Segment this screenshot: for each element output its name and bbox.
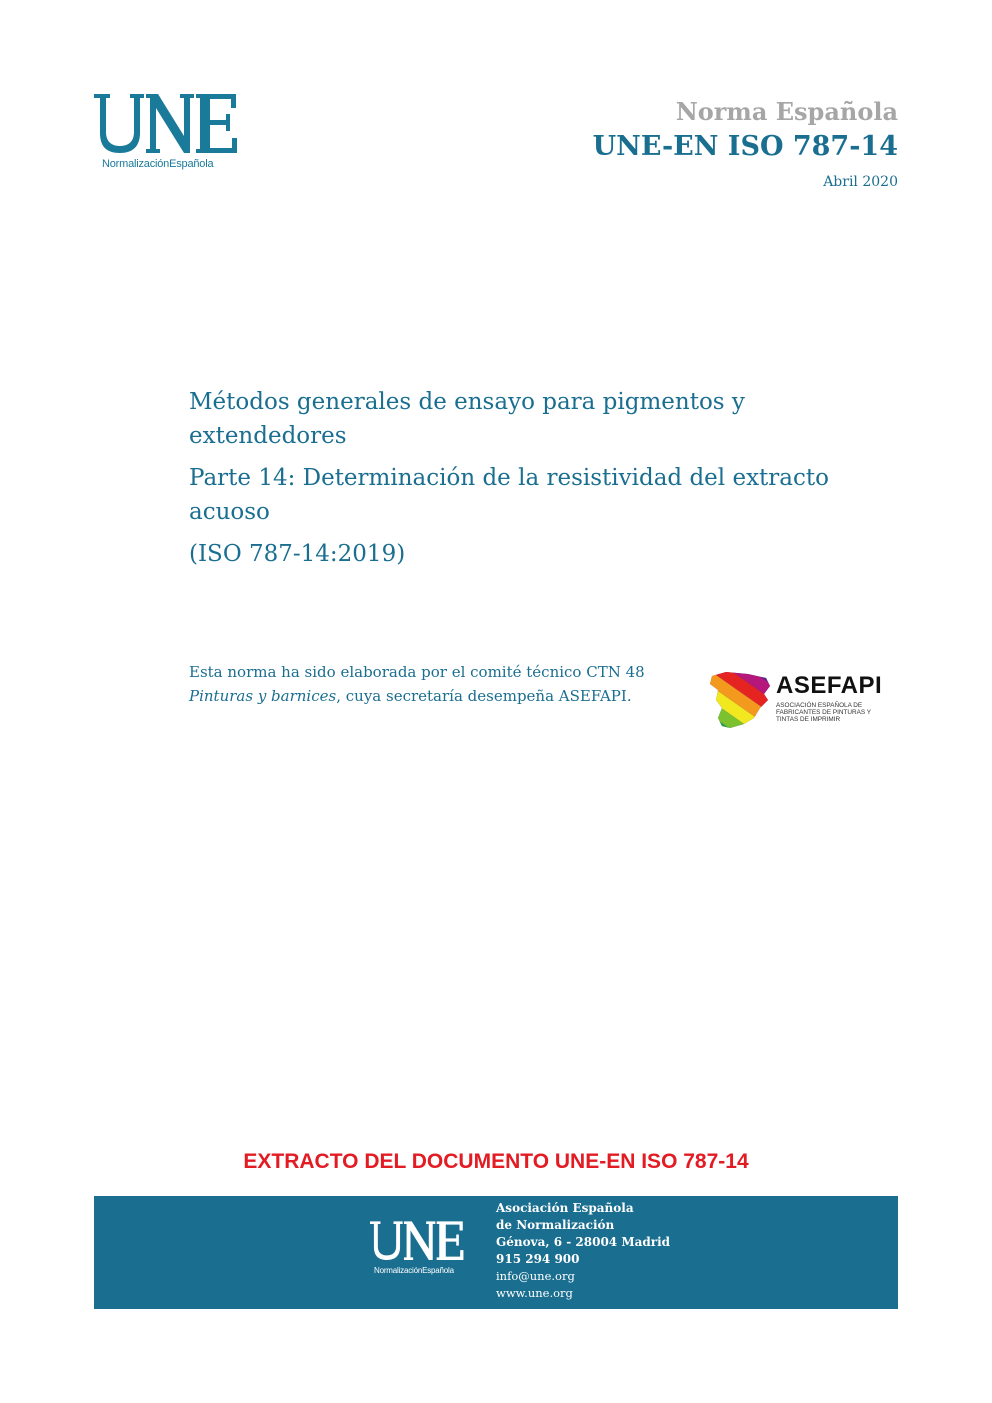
document-header — [593, 96, 898, 190]
iso-reference: (ISO 787-14:2019) — [189, 541, 406, 567]
title-part: Parte 14: Determinación de la resistividad del extracto acuoso — [189, 465, 829, 525]
asefapi-description: ASOCIACIÓN ESPAÑOLA DE FABRICANTES DE PINTURAS Y TINTAS DE IMPRIMIR — [776, 702, 871, 723]
title-main: Métodos generales de ensayo para pigmentos y extendedores — [189, 389, 745, 449]
document-title — [189, 385, 909, 571]
footer-une-logo-mark — [370, 1220, 468, 1262]
extract-notice: EXTRACTO DEL DOCUMENTO UNE-EN ISO 787-14 — [243, 1150, 749, 1173]
une-logo-mark — [94, 92, 244, 156]
org-email[interactable]: info@une.org — [496, 1269, 575, 1283]
norma-label: Norma Española — [675, 97, 898, 126]
committee-statement — [189, 660, 649, 708]
une-logo-subtitle: NormalizaciónEspañola — [102, 158, 214, 170]
asefapi-logo — [708, 670, 888, 732]
footer-une-logo-subtitle: NormalizaciónEspañola — [374, 1266, 454, 1275]
committee-text-after: , cuya secretaría desempeña ASEFAPI. — [336, 687, 632, 705]
committee-name: Pinturas y barnices — [189, 687, 337, 705]
org-website[interactable]: www.une.org — [496, 1286, 573, 1300]
footer-band — [94, 1196, 898, 1309]
publication-date: Abril 2020 — [823, 174, 898, 190]
asefapi-name: ASEFAPI — [776, 672, 883, 699]
org-name-line1: Asociación Española — [496, 1201, 634, 1215]
footer-contact — [496, 1200, 670, 1302]
org-address: Génova, 6 - 28004 Madrid — [496, 1235, 671, 1249]
org-phone: 915 294 900 — [496, 1252, 580, 1266]
une-logo — [94, 92, 244, 182]
footer-une-logo — [370, 1220, 480, 1284]
org-name-line2: de Normalización — [496, 1218, 615, 1232]
committee-text-before: Esta norma ha sido elaborada por el comité técnico CTN 48 — [189, 663, 645, 681]
spain-map-rainbow-icon — [708, 670, 774, 732]
standard-code: UNE-EN ISO 787-14 — [592, 131, 898, 162]
